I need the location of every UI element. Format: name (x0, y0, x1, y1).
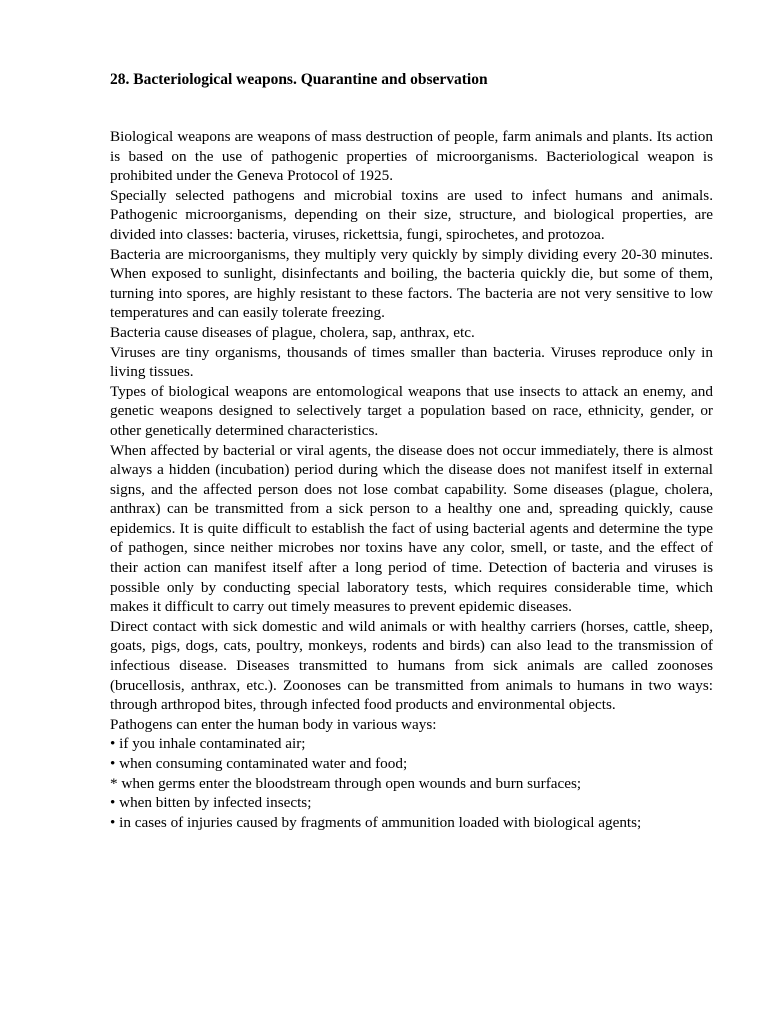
document-body (110, 127, 713, 832)
paragraph-weapon-types: Types of biological weapons are entomological weapons that use insects to attack an enemy, and genetic weapons designed to selectively target a population based on race, ethnicity, gender, or other genetically determined characteristics. (110, 382, 713, 439)
paragraph-entry-ways: Pathogens can enter the human body in various ways: (110, 715, 437, 733)
paragraph-viruses: Viruses are tiny organisms, thousands of times smaller than bacteria. Viruses reproduce only in living tissues. (110, 343, 713, 381)
paragraph-pathogens: Specially selected pathogens and microbial toxins are used to infect humans and animals. Pathogenic microorganisms, depending on their size, structure, and biological properties, are divided into classes: bacteria, viruses, rickettsia, fungi, spirochetes, and protozoa. (110, 186, 713, 243)
paragraph-incubation: When affected by bacterial or viral agents, the disease does not occur immediately, there is almost always a hidden (incubation) period during which the disease does not manifest itself in external signs, and the affected person does not lose combat capability. Some diseases (plague, cholera, anthrax) can be transmitted from a sick person to a healthy one and, spreading quickly, cause epidemics. It is quite difficult to establish the fact of using bacterial agents and determine the type of pathogen, since neither microbes nor toxins have any color, smell, or taste, and the effect of their action can manifest itself after a long period of time. Detection of bacteria and viruses is possible only by conducting special laboratory tests, which requires considerable time, which makes it difficult to carry out timely measures to prevent epidemic diseases. (110, 441, 713, 616)
paragraph-bacteria-diseases: Bacteria cause diseases of plague, cholera, sap, anthrax, etc. (110, 323, 475, 341)
section-title: 28. Bacteriological weapons. Quarantine and observation (110, 71, 488, 88)
list-item: • when bitten by infected insects; (110, 794, 312, 812)
paragraph-bacteria: Bacteria are microorganisms, they multiply very quickly by simply dividing every 20-30 minutes. When exposed to sunlight, disinfectants and boiling, the bacteria quickly die, but some of them, turning into spores, are highly resistant to these factors. The bacteria are not very sensitive to low temperatures and can easily tolerate freezing. (110, 245, 713, 322)
list-item: • if you inhale contaminated air; (110, 735, 306, 753)
list-item: • in cases of injuries caused by fragments of ammunition loaded with biological agents; (110, 813, 642, 831)
entry-ways-list (110, 734, 713, 832)
paragraph-zoonoses: Direct contact with sick domestic and wild animals or with healthy carriers (horses, cattle, sheep, goats, pigs, dogs, cats, poultry, monkeys, rodents and birds) can also lead to the transmission of infectious disease. Diseases transmitted to humans from sick animals are called zoonoses (brucellosis, anthrax, etc.). Zoonoses can be transmitted from animals to humans in two ways: through arthropod bites, through infected food products and environmental objects. (110, 617, 713, 714)
list-item: • when consuming contaminated water and food; (110, 755, 408, 772)
paragraph-biological-weapons: Biological weapons are weapons of mass destruction of people, farm animals and plants. Its action is based on the use of pathogenic properties of microorganisms. Bacteriological weapon is prohibited under the Geneva Protocol of 1925. (110, 128, 713, 185)
list-item: * when germs enter the bloodstream through open wounds and burn surfaces; (110, 774, 582, 792)
